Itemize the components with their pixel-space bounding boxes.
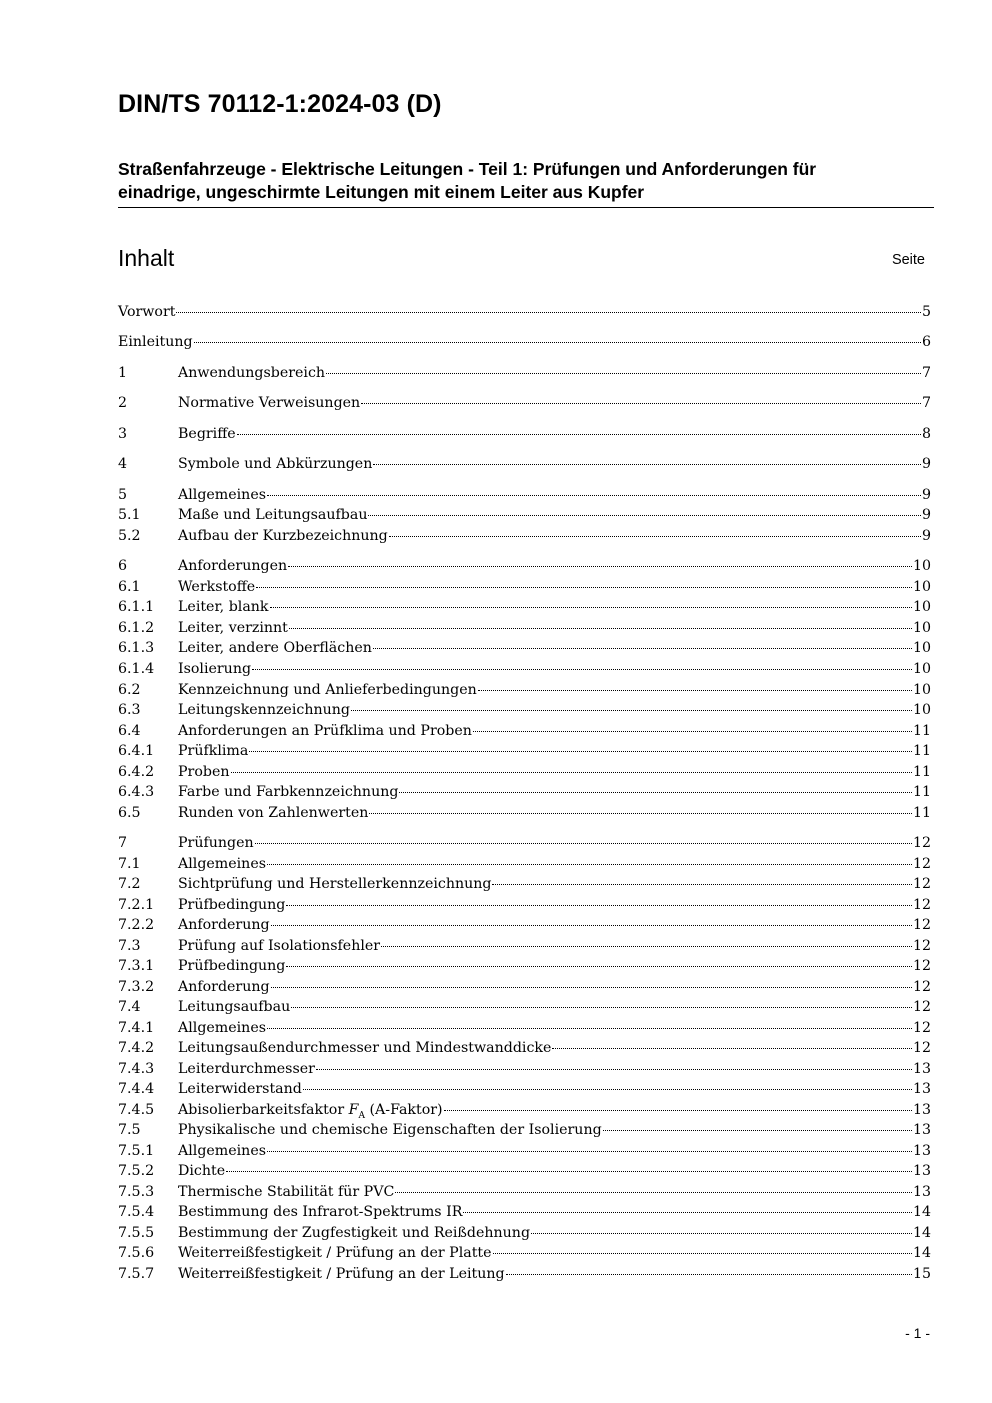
toc-entry[interactable] (118, 782, 931, 802)
toc-entry-title: Anwendungsbereich (178, 365, 326, 381)
toc-entry-number: 7.4.4 (118, 1081, 155, 1097)
toc-entry-leader (303, 1088, 912, 1090)
toc-entry-number: 7 (118, 835, 128, 851)
toc-entry-number: 7.3.1 (118, 958, 155, 974)
toc-entry-page: 10 (912, 558, 931, 574)
toc-entry-title: Maße und Leitungsaufbau (178, 507, 368, 523)
toc-entry-leader (399, 791, 912, 793)
toc-entry-page: 12 (912, 876, 931, 892)
toc-entry[interactable] (118, 762, 931, 782)
toc-entry-page: 10 (912, 620, 931, 636)
toc-entry[interactable] (118, 977, 931, 997)
toc-entry-page: 11 (912, 723, 931, 739)
toc-entry[interactable] (118, 597, 931, 617)
toc-entry-number: 7.4.1 (118, 1020, 155, 1036)
toc-entry-title: Aufbau der Kurzbezeichnung (178, 528, 388, 544)
toc-entry-leader (395, 1191, 912, 1193)
toc-entry-page: 9 (921, 487, 931, 503)
toc-entry-page: 10 (912, 682, 931, 698)
toc-entry-page: 12 (912, 917, 931, 933)
toc-entry-title: Bestimmung des Infrarot-Spektrums IR (178, 1204, 463, 1220)
toc-entry-leader (231, 771, 912, 773)
toc-entry-number: 6 (118, 558, 128, 574)
toc-entry-number: 7.5.2 (118, 1163, 155, 1179)
toc-entry-number: 2 (118, 395, 128, 411)
toc-entry-page: 11 (912, 743, 931, 759)
toc-entry-page: 10 (912, 702, 931, 718)
toc-entry-page: 9 (921, 528, 931, 544)
toc-entry[interactable] (118, 454, 931, 474)
toc-entry-page: 13 (912, 1163, 931, 1179)
toc-entry-leader (271, 924, 912, 926)
toc-entry-page: 13 (912, 1081, 931, 1097)
toc-entry[interactable] (118, 393, 931, 413)
toc-entry-number: 4 (118, 456, 128, 472)
toc-entry-title: Abisolierbarkeitsfaktor $F_A$ (A-Faktor) (178, 1102, 443, 1121)
toc-entry-leader (492, 883, 911, 885)
toc-entry-leader (267, 1150, 912, 1152)
toc-entry-leader (463, 1211, 912, 1213)
toc-entry-number: 7.4.5 (118, 1102, 155, 1118)
toc-entry-number: 6.4.3 (118, 784, 155, 800)
toc-entry-number: 6.3 (118, 702, 141, 718)
toc-entry-title: Allgemeines (178, 1020, 266, 1036)
toc-entry-title: Dichte (178, 1163, 226, 1179)
toc-entry-number: 5 (118, 487, 128, 503)
toc-entry-page: 13 (912, 1184, 931, 1200)
toc-entry-page: 8 (921, 426, 931, 442)
toc-entry-page: 12 (912, 999, 931, 1015)
toc-entry-number: 6.2 (118, 682, 141, 698)
toc-entry-title: Leiterdurchmesser (178, 1061, 315, 1077)
toc-entry-number: 7.4.3 (118, 1061, 155, 1077)
document-title-line-2: einadrige, ungeschirmte Leitungen mit einem Leiter aus Kupfer (118, 182, 645, 202)
toc-entry[interactable] (118, 854, 931, 874)
toc-entry-leader (291, 1006, 912, 1008)
toc-entry-number: 7.3 (118, 938, 141, 954)
toc-entry-title: Anforderungen an Prüfklima und Proben (178, 723, 472, 739)
toc-entry-leader (194, 341, 921, 343)
toc-entry-title: Leiter, blank (178, 599, 269, 615)
toc-entry-number: 7.5 (118, 1122, 141, 1138)
toc-entry[interactable] (118, 1141, 931, 1161)
toc-entry[interactable] (118, 895, 931, 915)
toc-page-label: Seite (891, 252, 925, 268)
toc-entry-title: Vorwort (118, 304, 176, 320)
toc-entry-page: 11 (912, 805, 931, 821)
toc-entry[interactable] (118, 485, 931, 505)
toc-entry-page: 10 (912, 599, 931, 615)
toc-entry-number: 7.5.4 (118, 1204, 155, 1220)
toc-entry-page: 7 (921, 395, 931, 411)
toc-entry[interactable] (118, 833, 931, 853)
toc-entry-page: 13 (912, 1143, 931, 1159)
toc-entry[interactable] (118, 659, 931, 679)
toc-entry-page: 12 (912, 958, 931, 974)
toc-entry-leader (361, 402, 921, 404)
toc-entry-title: Leitungsaufbau (178, 999, 291, 1015)
toc-entry-leader (267, 1027, 912, 1029)
toc-entry-number: 7.1 (118, 856, 141, 872)
toc-entry-leader (176, 311, 921, 313)
toc-entry-title: Runden von Zahlenwerten (178, 805, 369, 821)
toc-entry-leader (493, 1252, 912, 1254)
toc-entry[interactable] (118, 956, 931, 976)
toc-entry-title: Weiterreißfestigkeit / Prüfung an der Platte (178, 1245, 492, 1261)
toc-entry-page: 11 (912, 784, 931, 800)
toc-entry-page: 14 (912, 1204, 931, 1220)
toc-entry-title: Allgemeines (178, 1143, 266, 1159)
toc-entry-page: 10 (912, 640, 931, 656)
toc-entry-page: 5 (921, 304, 931, 320)
toc-entry-leader (255, 842, 912, 844)
toc-entry[interactable] (118, 332, 931, 352)
toc-entry-title: Symbole und Abkürzungen (178, 456, 373, 472)
toc-entry-title: Leitungsaußendurchmesser und Mindestwanddicke (178, 1040, 552, 1056)
toc-entry-leader (289, 627, 912, 629)
toc-entry-title: Isolierung (178, 661, 252, 677)
toc-entry-title: Allgemeines (178, 487, 266, 503)
toc-entry-number: 6.1.4 (118, 661, 155, 677)
toc-entry-number: 6.4.1 (118, 743, 155, 759)
toc-entry-leader (249, 750, 912, 752)
toc-entry[interactable] (118, 1264, 931, 1284)
document-title (118, 158, 934, 208)
toc-entry-title: Einleitung (118, 334, 193, 350)
toc-entry-title: Werkstoffe (178, 579, 256, 595)
toc-entry-leader (252, 668, 912, 670)
toc-entry-leader (478, 689, 912, 691)
toc-entry[interactable] (118, 936, 931, 956)
toc-entry-page: 12 (912, 1040, 931, 1056)
toc-entry[interactable] (118, 1059, 931, 1079)
toc-entry-page: 13 (912, 1102, 931, 1118)
toc-entry[interactable] (118, 1182, 931, 1202)
toc-entry[interactable] (118, 1120, 931, 1140)
toc-entry-page: 9 (921, 456, 931, 472)
toc-entry-page: 10 (912, 661, 931, 677)
toc-entry-leader (444, 1109, 912, 1111)
toc-entry-number: 7.5.5 (118, 1225, 155, 1241)
toc-entry-leader (237, 433, 921, 435)
toc-entry-page: 12 (912, 938, 931, 954)
toc-entry-title: Prüfung auf Isolationsfehler (178, 938, 381, 954)
toc-entry-title: Kennzeichnung und Anlieferbedingungen (178, 682, 477, 698)
toc-entry-number: 5.1 (118, 507, 141, 523)
toc-entry-page: 7 (921, 365, 931, 381)
toc-entry-page: 12 (912, 979, 931, 995)
toc-entry[interactable] (118, 700, 931, 720)
toc-entry-title: Anforderung (178, 979, 270, 995)
toc-entry-number: 7.5.3 (118, 1184, 155, 1200)
toc-entry-number: 5.2 (118, 528, 141, 544)
toc-entry[interactable] (118, 680, 931, 700)
toc-entry-number: 7.4 (118, 999, 141, 1015)
toc-entry-number: 6.1 (118, 579, 141, 595)
toc-entry-page: 14 (912, 1245, 931, 1261)
toc-entry[interactable] (118, 505, 931, 525)
toc-entry-number: 3 (118, 426, 128, 442)
toc-entry-leader (368, 514, 921, 516)
toc-entry-page: 9 (921, 507, 931, 523)
toc-entry-number: 7.5.6 (118, 1245, 155, 1261)
toc-entry-number: 7.3.2 (118, 979, 155, 995)
toc-entry[interactable] (118, 424, 931, 444)
toc-entry-leader (286, 965, 912, 967)
toc-entry-leader (603, 1129, 912, 1131)
toc-entry[interactable] (118, 1202, 931, 1222)
toc-entry-number: 1 (118, 365, 128, 381)
toc-entry[interactable] (118, 1079, 931, 1099)
toc-entry[interactable] (118, 302, 931, 322)
toc-entry-title: Normative Verweisungen (178, 395, 361, 411)
toc-entry-number: 7.5.7 (118, 1266, 155, 1282)
toc-entry[interactable] (118, 1018, 931, 1038)
toc-entry-title: Begriffe (178, 426, 236, 442)
toc-entry-page: 12 (912, 835, 931, 851)
toc-entry-page: 15 (912, 1266, 931, 1282)
toc-entry-title: Thermische Stabilität für PVC (178, 1184, 395, 1200)
toc-entry-number: 7.4.2 (118, 1040, 155, 1056)
toc-entry-number: 7.2.1 (118, 897, 155, 913)
toc-entry-title: Leiterwiderstand (178, 1081, 302, 1097)
toc-entry-title: Leiter, andere Oberflächen (178, 640, 372, 656)
toc-entry[interactable] (118, 1243, 931, 1263)
toc-heading: Inhalt (118, 245, 175, 271)
toc-entry-page: 13 (912, 1122, 931, 1138)
toc-entry-leader (381, 945, 912, 947)
toc-entry-number: 6.5 (118, 805, 141, 821)
toc-entry-title: Prüfklima (178, 743, 249, 759)
toc-entry-number: 6.1.1 (118, 599, 155, 615)
toc-entry-leader (226, 1170, 912, 1172)
toc-entry-number: 7.2.2 (118, 917, 155, 933)
toc-entry-leader (506, 1273, 912, 1275)
toc-entry-number: 6.4 (118, 723, 141, 739)
toc-entry-title: Bestimmung der Zugfestigkeit und Reißdehnung (178, 1225, 531, 1241)
toc-entry-leader (389, 535, 921, 537)
toc-entry-number: 6.4.2 (118, 764, 155, 780)
toc-entry-page: 13 (912, 1061, 931, 1077)
toc-entry-title: Prüfbedingung (178, 897, 286, 913)
toc-entry-leader (286, 904, 912, 906)
toc-entry-page: 6 (921, 334, 931, 350)
toc-entry-title: Prüfungen (178, 835, 254, 851)
toc-entry[interactable] (118, 638, 931, 658)
toc-entry-leader (270, 606, 912, 608)
toc-entry[interactable] (118, 721, 931, 741)
toc-entry[interactable] (118, 1223, 931, 1243)
toc-entry-leader (326, 372, 921, 374)
toc-entry-page: 10 (912, 579, 931, 595)
footer-page-number: - 1 - (905, 1325, 930, 1341)
toc-entry-leader (369, 812, 912, 814)
toc-entry-title: Anforderung (178, 917, 270, 933)
toc-entry[interactable] (118, 363, 931, 383)
toc-entry-number: 6.1.2 (118, 620, 155, 636)
toc-entry[interactable] (118, 618, 931, 638)
toc-entry-leader (267, 494, 921, 496)
toc-entry-page: 12 (912, 897, 931, 913)
toc-entry-leader (267, 863, 912, 865)
toc-entry-title: Proben (178, 764, 230, 780)
toc-entry-title: Leitungskennzeichnung (178, 702, 350, 718)
document-title-line-1: Straßenfahrzeuge - Elektrische Leitungen - Teil 1: Prüfungen und Anforderungen für (118, 159, 817, 179)
toc-entry-page: 11 (912, 764, 931, 780)
toc-entry[interactable] (118, 997, 931, 1017)
toc-entry-leader (288, 565, 912, 567)
toc-entry-title: Allgemeines (178, 856, 266, 872)
toc-entry-number: 7.5.1 (118, 1143, 155, 1159)
toc-entry[interactable] (118, 803, 931, 823)
toc-entry-title: Physikalische und chemische Eigenschaften der Isolierung (178, 1122, 602, 1138)
toc-entry[interactable] (118, 874, 931, 894)
toc-entry-leader (552, 1047, 912, 1049)
toc-entry-leader (316, 1068, 912, 1070)
toc-entry[interactable] (118, 741, 931, 761)
toc-entry[interactable] (118, 1100, 931, 1120)
toc-entry-leader (256, 586, 912, 588)
toc-entry-title: Weiterreißfestigkeit / Prüfung an der Leitung (178, 1266, 505, 1282)
toc-entry[interactable] (118, 556, 931, 576)
toc-entry-title: Prüfbedingung (178, 958, 286, 974)
toc-entry[interactable] (118, 1161, 931, 1181)
toc-entry-leader (373, 463, 921, 465)
toc-entry-leader (473, 730, 912, 732)
toc-entry-title: Leiter, verzinnt (178, 620, 288, 636)
toc-entry-number: 6.1.3 (118, 640, 155, 656)
document-id: DIN/TS 70112-1:2024-03 (D) (118, 90, 442, 118)
toc-entry-title: Sichtprüfung und Herstellerkennzeichnung (178, 876, 492, 892)
toc-entry[interactable] (118, 526, 931, 546)
toc-entry-page: 14 (912, 1225, 931, 1241)
toc-entry-number: 7.2 (118, 876, 141, 892)
toc-entry[interactable] (118, 915, 931, 935)
toc-entry-title: Anforderungen (178, 558, 288, 574)
toc-entry[interactable] (118, 577, 931, 597)
toc-entry-title: Farbe und Farbkennzeichnung (178, 784, 399, 800)
toc-entry[interactable] (118, 1038, 931, 1058)
toc-entry-leader (531, 1232, 912, 1234)
toc-entry-leader (351, 709, 912, 711)
toc-entry-leader (271, 986, 912, 988)
toc-entry-page: 12 (912, 856, 931, 872)
toc-entry-leader (373, 647, 912, 649)
toc-entry-page: 12 (912, 1020, 931, 1036)
